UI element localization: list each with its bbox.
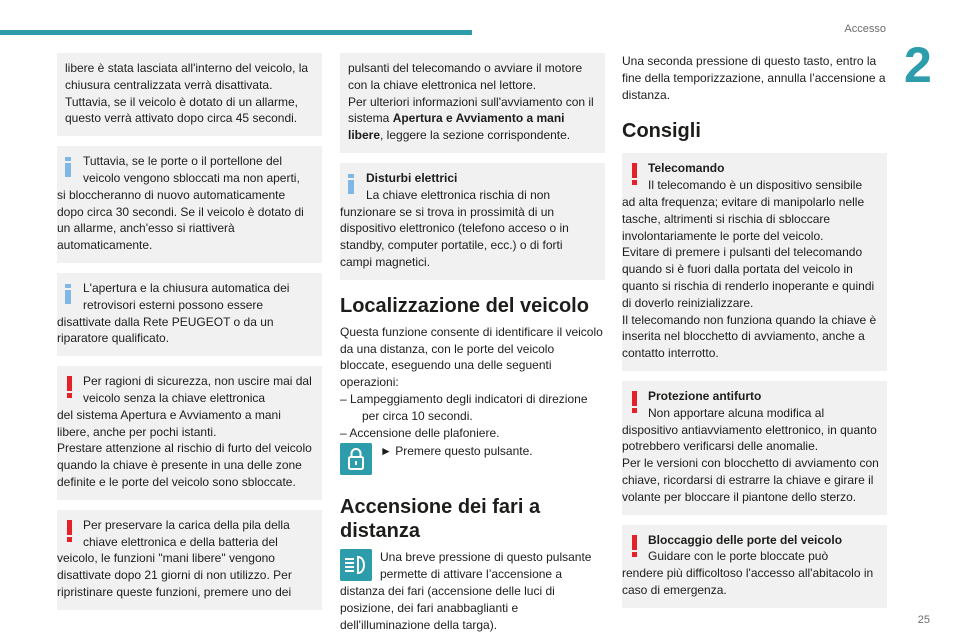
warning-icon	[632, 391, 638, 413]
note-text: del sistema Apertura e Avviamento a mani libere, anche per pochi istanti.	[57, 407, 281, 439]
paragraph: Questa funzione consente di identificare il veicolo da una distanza, con le porte del veicolo bloccate, eseguendo una delle seguenti operazioni:	[340, 324, 603, 390]
text-run: , leggere la sezione corrispondente.	[380, 128, 571, 143]
note-lead: La chiave elettronica rischia di non	[366, 187, 551, 202]
column-3	[622, 53, 887, 618]
info-icon	[348, 174, 354, 194]
note-text: veicolo, le funzioni "mani libere" vengono disattivate dopo 21 giorni di non utilizzo. Per ripristinare queste funzioni, premere uno dei	[57, 551, 292, 599]
note-text: si bloccheranno di nuovo automaticamente dopo circa 30 secondi. Se il veicolo è dotato di un allarme, anch'esso si riattiverà automaticamente.	[57, 187, 304, 253]
warning-note	[57, 510, 322, 610]
note-text: ad alta frequenza; evitare di manipolarlo nelle tasche, altrimenti si rischia di sbloccare involontariamente le porte del veicolo.	[622, 194, 865, 243]
column-2	[340, 53, 605, 633]
note-lead: Tuttavia, se le porte o il portellone del veicolo vengono sbloccati ma non aperti,	[83, 154, 300, 185]
column-1	[57, 53, 322, 620]
section-heading: Accensione dei fari a distanza	[340, 496, 541, 543]
info-note	[340, 163, 605, 280]
paragraph: Una breve pressione di questo pulsante permette di attivare l’accensione a	[380, 550, 592, 582]
note-lead: Guidare con le porte bloccate può	[648, 549, 829, 564]
info-note	[57, 273, 322, 356]
chapter-number: 2	[904, 37, 932, 93]
list-item: – Accensione delle plafoniere.	[340, 425, 500, 440]
section-localizzazione	[340, 294, 605, 634]
text-block	[622, 53, 887, 143]
note-text: funzionare se si trova in prossimità di un dispositivo elettronico (telefono acceso o in standby, computer portatile, ecc.) o di forti campi magnetici.	[340, 204, 569, 269]
paragraph: pulsanti del telecomando o avviare il motore con la chiave elettronica nel lettore.	[348, 61, 583, 92]
info-icon	[65, 284, 71, 304]
note-lead: Il telecomando è un dispositivo sensibile	[648, 178, 863, 193]
note-title: Disturbi elettrici	[366, 170, 458, 185]
text-run: Per ulteriori informazioni sull'avviamento con il sistema	[348, 94, 594, 126]
note-lead: Per preservare la carica della pila della chiave elettronica e della batteria del	[83, 517, 290, 549]
instruction-row	[340, 549, 605, 633]
section-title: Accesso	[844, 23, 886, 35]
paragraph: distanza dei fari (accensione delle luci di posizione, dei fari anabbaglianti e dell'illuminazione della targa).	[340, 583, 555, 632]
note-text: Il telecomando non funziona quando la chiave è inserita nel blocchetto di avviamento, anche a contatto interrotto.	[622, 312, 877, 361]
note-lead: Non apportare alcuna modifica al	[648, 405, 825, 420]
info-note	[57, 146, 322, 263]
text-box	[340, 53, 605, 153]
note-lead: L'apertura e la chiusura automatica dei retrovisori esterni possono essere	[83, 280, 290, 312]
warning-note	[622, 153, 887, 371]
note-title: Protezione antifurto	[648, 388, 762, 403]
warning-note	[622, 381, 887, 515]
lock-button-icon	[340, 443, 372, 475]
paragraph	[348, 94, 597, 144]
section-heading: Consigli	[622, 120, 701, 143]
note-text: rendere più difficoltoso l'accesso all'abitacolo in caso di emergenza.	[622, 566, 874, 597]
warning-icon	[632, 535, 638, 557]
note-text: Evitare di premere i pulsanti del telecomando quando si è fuori dalla portata del veicolo in quanto si rischia di renderlo inoperante e quindi di doverlo reinizializzare.	[622, 245, 875, 310]
header-accent-bar	[0, 30, 472, 35]
note-text: disattivate dalla Rete PEUGEOT o da un riparatore qualificato.	[57, 314, 274, 346]
warning-icon	[67, 376, 73, 398]
warning-note	[622, 525, 887, 608]
headlight-button-icon	[340, 549, 372, 581]
warning-icon	[632, 163, 638, 185]
info-icon	[65, 157, 71, 177]
warning-note	[57, 366, 322, 500]
note-title: Telecomando	[648, 161, 725, 176]
note-text: Prestare attenzione al rischio di furto del veicolo quando la chiave è presente in una delle zone definite e le porte del veicolo sono sbloccate.	[57, 441, 312, 489]
paragraph: libere è stata lasciata all'interno del veicolo, la chiusura centralizzata verrà disattivata. Tuttavia, se il veicolo è dotato di un allarme, questo verrà attivato dopo circa 45 secondi.	[65, 61, 309, 126]
note-title: Bloccaggio delle porte del veicolo	[648, 532, 843, 547]
list-item: – Lampeggiamento degli indicatori di direzione per circa 10 secondi.	[340, 391, 588, 423]
text-box	[57, 53, 322, 136]
note-text: dispositivo antiavviamento elettronico, in quanto potrebbero verificarsi delle anomalie.	[622, 422, 877, 454]
note-lead: Per ragioni di sicurezza, non uscire mai dal veicolo senza la chiave elettronica	[83, 374, 312, 405]
bold-text: Apertura e Avviamento a mani libere	[348, 111, 565, 143]
section-heading: Localizzazione del veicolo	[340, 294, 589, 317]
instruction-text: ► Premere questo pulsante.	[380, 444, 533, 459]
paragraph: Una seconda pressione di questo tasto, entro la fine della temporizzazione, annulla l’accensione a distanza.	[622, 54, 886, 102]
note-text: Per le versioni con blocchetto di avviamento con chiave, ricordarsi di estrarre la chiave e girare il volante per bloccare il piantone dello sterzo.	[622, 456, 879, 504]
page-number: 25	[917, 614, 930, 626]
instruction-row	[340, 443, 605, 477]
warning-icon	[67, 520, 73, 542]
